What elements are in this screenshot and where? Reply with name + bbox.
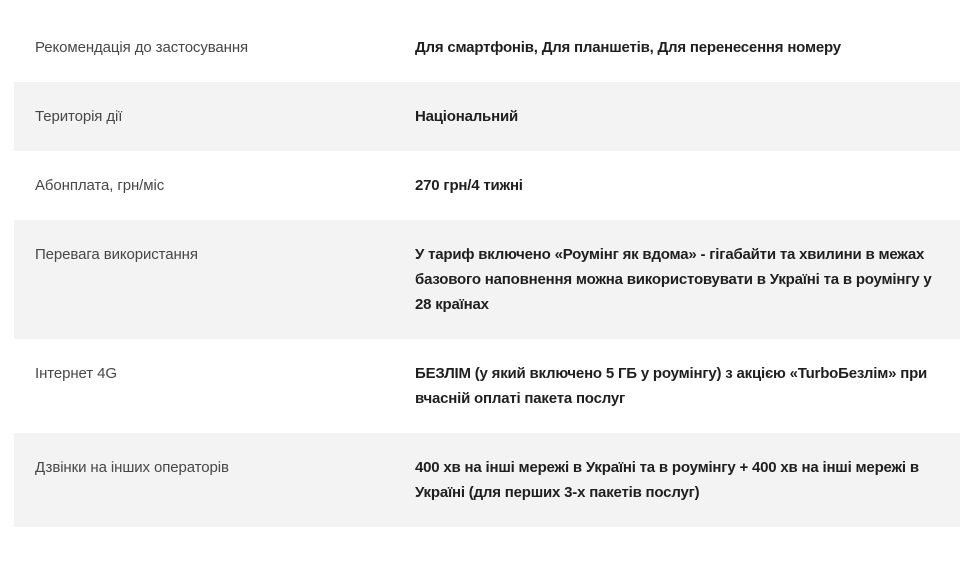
row-label: Абонплата, грн/міс (35, 177, 165, 194)
tariff-spec-table (14, 13, 960, 527)
table-row-territory (14, 82, 960, 151)
table-row-recommendation (14, 13, 960, 82)
row-label: Дзвінки на інших операторів (35, 459, 229, 476)
table-row-subscription-fee (14, 151, 960, 220)
row-value: 270 грн/4 тижні (415, 177, 523, 194)
table-row-calls-other-operators (14, 433, 960, 527)
row-label: Рекомендація до застосування (35, 39, 249, 56)
table-row-usage-advantage (14, 220, 960, 339)
row-label: Інтернет 4G (35, 365, 117, 382)
row-label: Територія дії (35, 108, 123, 125)
row-value: БЕЗЛІМ (у який включено 5 ГБ у роумінгу) з акцією «TurboБезлім» при вчасній оплаті пакета послуг (415, 365, 928, 407)
row-value: Для смартфонів, Для планшетів, Для перенесення номеру (415, 39, 841, 56)
table-row-internet-4g (14, 339, 960, 433)
row-value: Національний (415, 108, 518, 125)
row-label: Перевага використання (35, 246, 198, 263)
row-value: 400 хв на інші мережі в Україні та в роумінгу + 400 хв на інші мережі в Україні (для перших 3-х пакетів послуг) (415, 459, 919, 501)
row-value: У тариф включено «Роумінг як вдома» - гігабайти та хвилини в межах базового наповнення можна використовувати в Україні та в роумінгу у 28 країнах (415, 246, 932, 313)
